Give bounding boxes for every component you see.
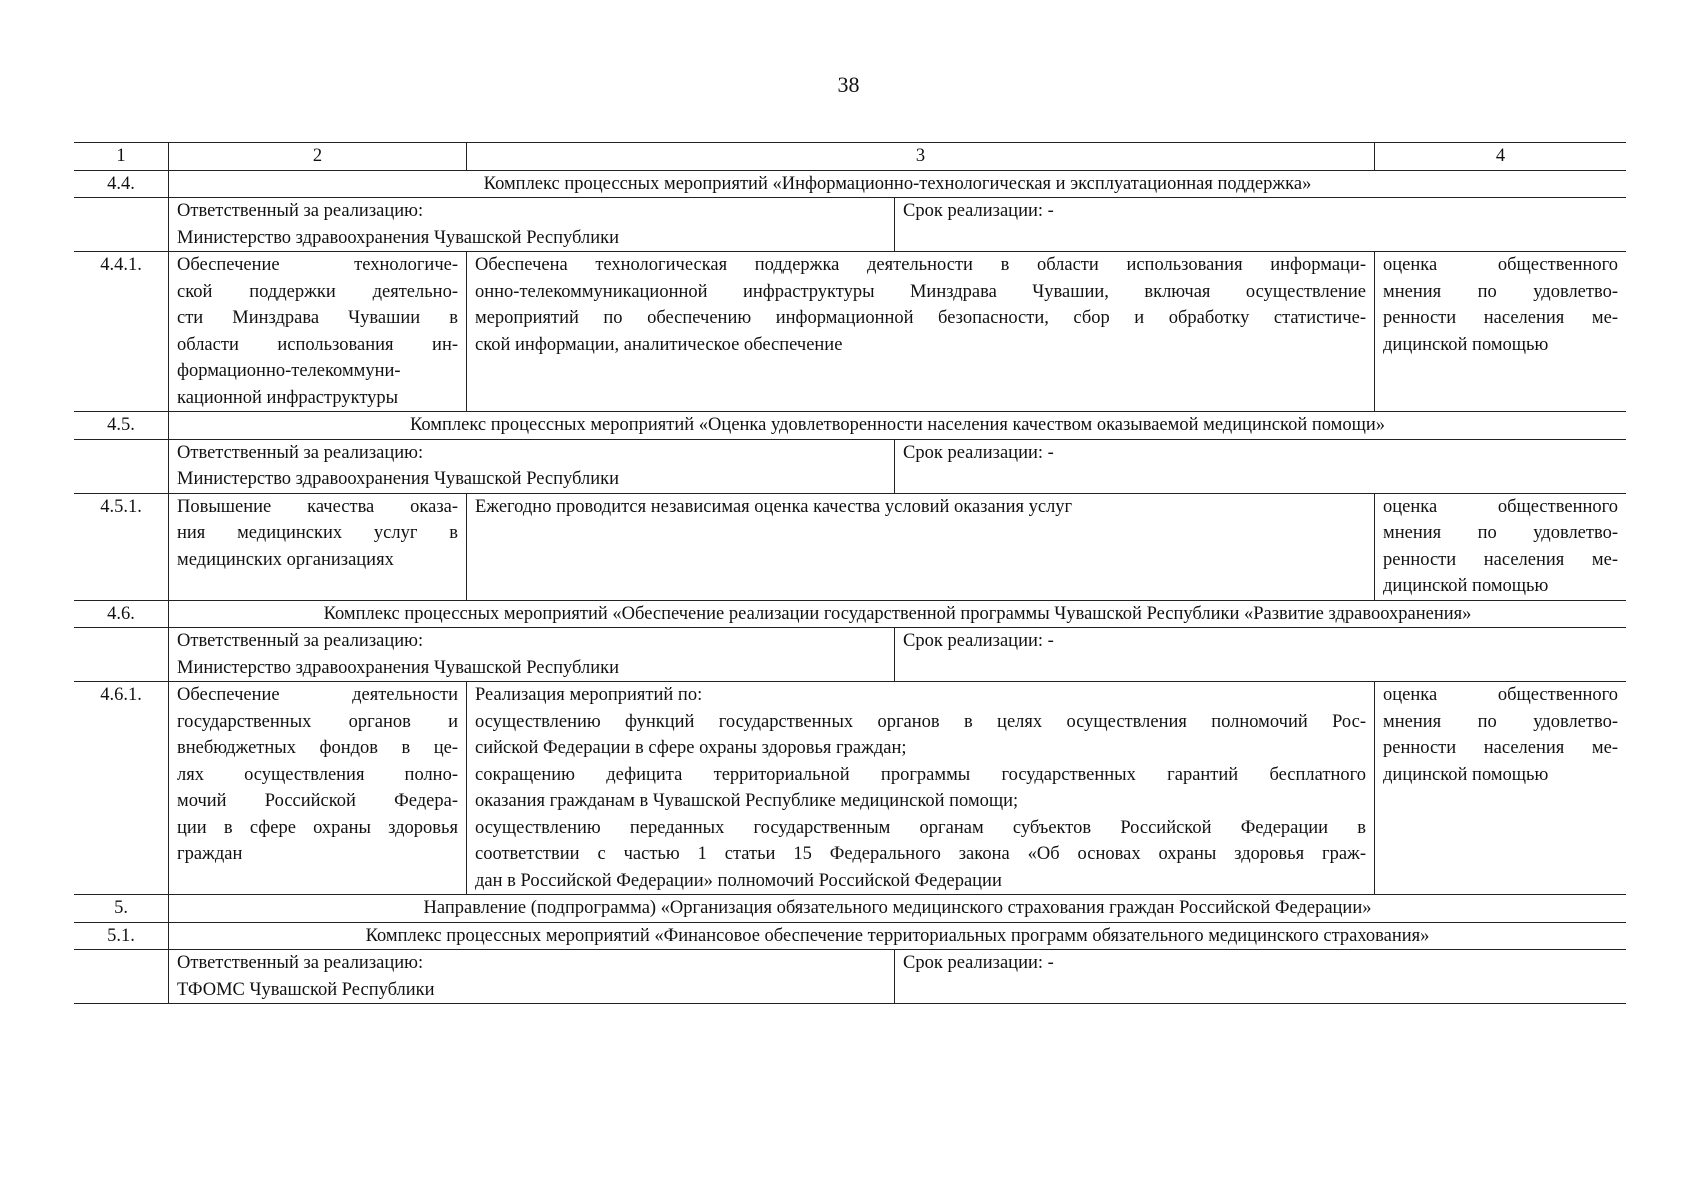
description-line: осуществлению переданных государственным органам субъектов Российской Федерации в (475, 817, 1366, 838)
indicator-line: ренности населения ме- (1383, 549, 1618, 570)
responsible-label: Ответственный за реализацию: (177, 442, 424, 463)
description-line: мероприятий по обеспечению информационной безопасности, сбор и обработку статистиче- (475, 308, 1366, 328)
indicator-line: оценка общественного (1383, 496, 1618, 517)
description-line: соответствии с частью 1 статьи 15 Федерального закона «Об основах охраны здоровья граж- (475, 844, 1366, 864)
description-line: ской информации, аналитическое обеспечение (475, 334, 843, 355)
task-cell (168, 251, 466, 411)
term-cell: Срок реализации: - (894, 439, 1626, 493)
task-line: ции в сфере охраны здоровья (177, 817, 458, 838)
direction-title: Направление (подпрограмма) «Организация обязательного медицинского страхования граждан Российской Федерации» (168, 894, 1626, 922)
task-line: лях осуществления полно- (177, 764, 458, 785)
term-cell: Срок реализации: - (894, 949, 1626, 1003)
description-cell (466, 681, 1374, 894)
responsible-org: ТФОМС Чувашской Республики (177, 979, 435, 1000)
task-line: Повышение качества оказа- (177, 496, 458, 517)
row-number-empty (74, 627, 168, 681)
row-number: 5. (74, 894, 168, 922)
task-line: ния медицинских услуг в (177, 523, 458, 543)
task-line: области использования ин- (177, 334, 458, 355)
section-title: Комплекс процессных мероприятий «Оценка удовлетворенности населения качеством оказываемой медицинской помощи» (168, 411, 1626, 439)
indicator-line: мнения по удовлетво- (1383, 523, 1618, 543)
indicator-cell (1374, 681, 1626, 894)
row-number-empty (74, 197, 168, 251)
task-line: государственных органов и (177, 711, 458, 732)
responsible-label: Ответственный за реализацию: (177, 631, 424, 651)
task-line: мочий Российской Федера- (177, 791, 458, 811)
row-number: 4.4. (74, 170, 168, 198)
task-line: кационной инфраструктуры (177, 387, 399, 408)
description-line: сийской Федерации в сфере охраны здоровья граждан; (475, 738, 907, 758)
description-line: Реализация мероприятий по: (475, 685, 703, 705)
description-line: Обеспечена технологическая поддержка деятельности в области использования информаци- (475, 255, 1366, 275)
description-line: Ежегодно проводится независимая оценка качества условий оказания услуг (475, 496, 1073, 517)
indicator-line: мнения по удовлетво- (1383, 711, 1618, 732)
section-title: Комплекс процессных мероприятий «Обеспечение реализации государственной программы Чувашской Республики «Развитие здравоохранения» (168, 600, 1626, 628)
indicator-line: оценка общественного (1383, 685, 1618, 705)
header-col-3: 3 (466, 143, 1374, 170)
indicator-line: мнения по удовлетво- (1383, 281, 1618, 302)
task-line: сти Минздрава Чувашии в (177, 308, 458, 328)
header-col-4: 4 (1374, 143, 1626, 170)
indicator-line: ренности населения ме- (1383, 308, 1618, 328)
responsible-label: Ответственный за реализацию: (177, 953, 424, 973)
task-cell (168, 493, 466, 600)
responsible-org: Министерство здравоохранения Чувашской Республики (177, 657, 620, 678)
indicator-line: дицинской помощью (1383, 576, 1549, 596)
section-title: Комплекс процессных мероприятий «Финансовое обеспечение территориальных программ обязательного медицинского страхования» (168, 922, 1626, 950)
description-line: сокращению дефицита территориальной программы государственных гарантий бесплатного (475, 764, 1366, 785)
description-line: осуществлению функций государственных органов в целях осуществления полномочий Рос- (475, 711, 1366, 732)
row-number-empty (74, 439, 168, 493)
description-line: оказания гражданам в Чувашской Республике медицинской помощи; (475, 791, 1019, 811)
task-cell (168, 681, 466, 894)
task-line: формационно-телекоммуни- (177, 361, 401, 381)
task-line: внебюджетных фондов в це- (177, 738, 458, 758)
description-line: онно-телекоммуникационной инфраструктуры Минздрава Чувашии, включая осуществление (475, 281, 1366, 302)
term-cell: Срок реализации: - (894, 627, 1626, 681)
responsible-cell (168, 949, 894, 1003)
responsible-cell (168, 197, 894, 251)
page-number: 38 (837, 72, 860, 97)
header-col-1: 1 (116, 146, 126, 166)
row-number: 4.6. (74, 600, 168, 628)
responsible-cell (168, 439, 894, 493)
indicator-line: дицинской помощью (1383, 334, 1549, 355)
task-line: медицинских организациях (177, 549, 394, 570)
indicator-cell (1374, 493, 1626, 600)
responsible-cell (168, 627, 894, 681)
responsible-org: Министерство здравоохранения Чувашской Республики (177, 227, 620, 248)
task-line: Обеспечение деятельности (177, 685, 458, 705)
row-number: 4.4.1. (74, 251, 168, 411)
row-number: 4.5. (74, 411, 168, 439)
term-cell: Срок реализации: - (894, 197, 1626, 251)
row-number: 4.6.1. (74, 681, 168, 894)
row-number: 4.5.1. (74, 493, 168, 600)
task-line: граждан (177, 844, 243, 864)
row-number: 5.1. (74, 922, 168, 950)
header-col-2: 2 (168, 143, 466, 170)
responsible-org: Министерство здравоохранения Чувашской Республики (177, 469, 620, 489)
description-cell (466, 251, 1374, 411)
task-line: Обеспечение технологиче- (177, 255, 458, 275)
program-table (74, 142, 1626, 1004)
section-title: Комплекс процессных мероприятий «Информационно-технологическая и эксплуатационная поддержка» (168, 170, 1626, 198)
description-cell (466, 493, 1374, 600)
row-number-empty (74, 949, 168, 1003)
task-line: ской поддержки деятельно- (177, 281, 458, 302)
indicator-line: оценка общественного (1383, 255, 1618, 275)
indicator-line: дицинской помощью (1383, 764, 1549, 785)
indicator-cell (1374, 251, 1626, 411)
indicator-line: ренности населения ме- (1383, 738, 1618, 758)
description-line: дан в Российской Федерации» полномочий Российской Федерации (475, 870, 1002, 891)
responsible-label: Ответственный за реализацию: (177, 201, 424, 221)
